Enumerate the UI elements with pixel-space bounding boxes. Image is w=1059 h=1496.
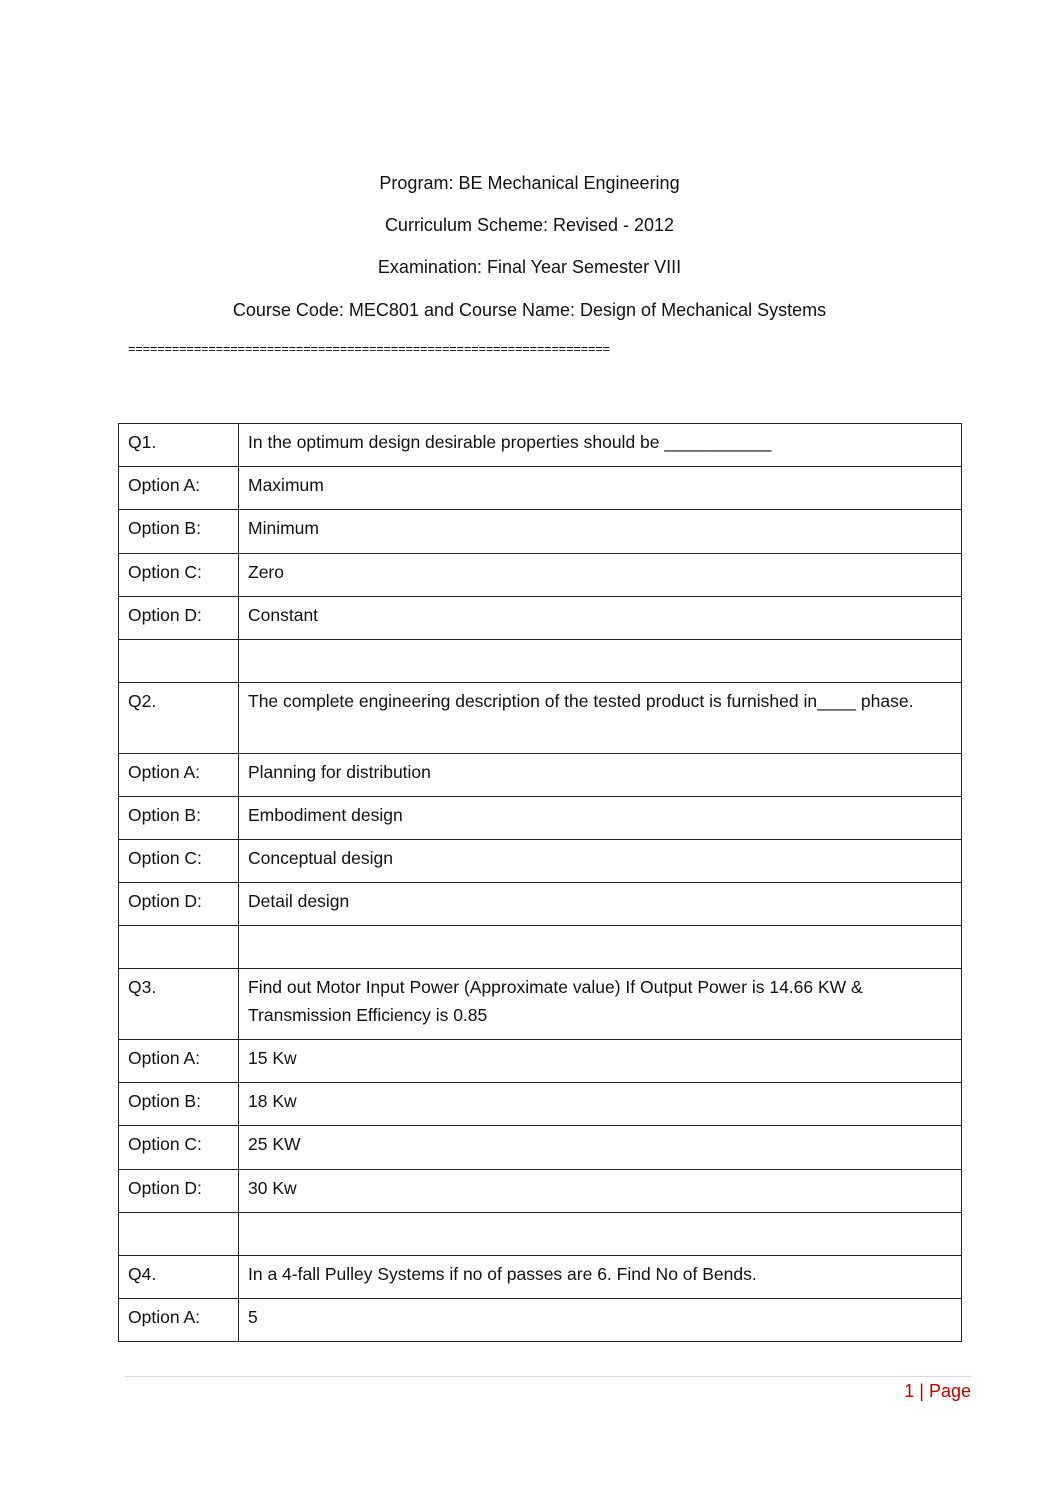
- separator-line: ==================================================================: [128, 343, 610, 357]
- program-line: Program: BE Mechanical Engineering: [379, 173, 680, 193]
- option-text: [239, 640, 962, 683]
- option-text: Conceptual design: [239, 840, 962, 883]
- option-text: Constant: [239, 597, 962, 640]
- option-text: Detail design: [239, 883, 962, 926]
- question-row: [119, 1256, 962, 1299]
- option-text: 15 Kw: [239, 1040, 962, 1083]
- row-label: Option B:: [119, 797, 239, 840]
- course-line: Course Code: MEC801 and Course Name: Design of Mechanical Systems: [232, 300, 827, 320]
- option-row: [119, 1299, 962, 1342]
- option-text: [239, 926, 962, 969]
- row-label: Option D:: [119, 883, 239, 926]
- row-label: Option B:: [119, 1083, 239, 1126]
- option-row: [119, 1083, 962, 1126]
- question-row: [119, 683, 962, 754]
- row-label: Option A:: [119, 1299, 239, 1342]
- question-row: [119, 969, 962, 1040]
- page-number: 1 | Page: [904, 1381, 971, 1401]
- row-label: Option D:: [119, 1170, 239, 1213]
- option-row: [119, 840, 962, 883]
- option-row: [119, 467, 962, 510]
- row-label: [119, 1213, 239, 1256]
- row-label: Q2.: [119, 683, 239, 754]
- option-row: [119, 1170, 962, 1213]
- option-text: Planning for distribution: [239, 754, 962, 797]
- row-label: Option A:: [119, 467, 239, 510]
- row-label: Q1.: [119, 424, 239, 467]
- row-label: Q4.: [119, 1256, 239, 1299]
- option-text: 25 KW: [239, 1126, 962, 1170]
- option-row: [119, 883, 962, 926]
- option-row: [119, 597, 962, 640]
- curriculum-line: Curriculum Scheme: Revised - 2012: [384, 215, 675, 235]
- question-text: Find out Motor Input Power (Approximate value) If Output Power is 14.66 KW & Transmission Efficiency is 0.85: [239, 969, 962, 1040]
- option-text: Zero: [239, 554, 962, 597]
- option-text: [239, 1213, 962, 1256]
- option-text: Minimum: [239, 510, 962, 554]
- option-text: 5: [239, 1299, 962, 1342]
- question-table: [118, 423, 962, 1342]
- row-label: Option D:: [119, 597, 239, 640]
- option-row: [119, 797, 962, 840]
- option-text: 18 Kw: [239, 1083, 962, 1126]
- row-label: Q3.: [119, 969, 239, 1040]
- option-text: 30 Kw: [239, 1170, 962, 1213]
- option-row: [119, 1040, 962, 1083]
- row-label: Option C:: [119, 1126, 239, 1170]
- option-row: [119, 554, 962, 597]
- option-text: Embodiment design: [239, 797, 962, 840]
- footer-divider: [124, 1376, 972, 1377]
- row-label: Option A:: [119, 754, 239, 797]
- row-label: Option B:: [119, 510, 239, 554]
- examination-line: Examination: Final Year Semester VIII: [377, 257, 682, 277]
- option-row: [119, 510, 962, 554]
- spacer-row: [119, 926, 962, 969]
- option-row: [119, 754, 962, 797]
- option-row: [119, 1126, 962, 1170]
- row-label: Option C:: [119, 840, 239, 883]
- question-text: In the optimum design desirable properties should be ___________: [239, 424, 962, 467]
- row-label: [119, 640, 239, 683]
- row-label: Option C:: [119, 554, 239, 597]
- spacer-row: [119, 640, 962, 683]
- row-label: [119, 926, 239, 969]
- question-text: The complete engineering description of the tested product is furnished in____ phase.: [239, 683, 962, 754]
- spacer-row: [119, 1213, 962, 1256]
- question-text: In a 4-fall Pulley Systems if no of passes are 6. Find No of Bends.: [239, 1256, 962, 1299]
- question-row: [119, 424, 962, 467]
- row-label: Option A:: [119, 1040, 239, 1083]
- option-text: Maximum: [239, 467, 962, 510]
